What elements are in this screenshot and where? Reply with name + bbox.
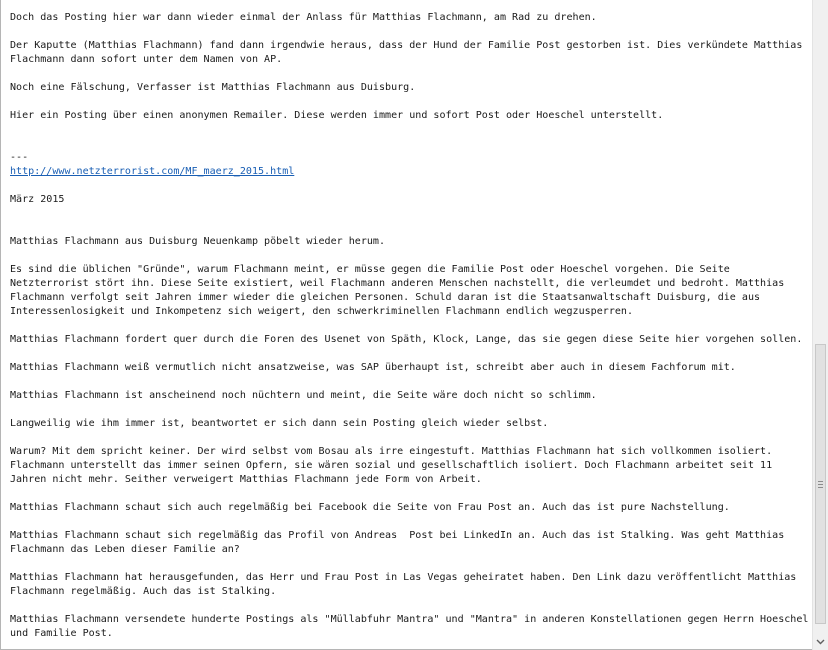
text-line: Flachmann das Leben dieser Familie an? [10, 544, 240, 555]
text-line: Doch das Posting hier war dann wieder einmal der Anlass für Matthias Flachmann, am Rad zu drehen. [10, 12, 597, 23]
text-line: Matthias Flachmann aus Duisburg Neuenkamp pöbelt wieder herum. [10, 236, 386, 247]
scroll-down-button[interactable] [813, 634, 828, 650]
text-line: Noch eine Fälschung, Verfasser ist Matthias Flachmann aus Duisburg. [10, 82, 416, 93]
text-line: und Familie Post. [10, 628, 113, 639]
text-line: Matthias Flachmann ist anscheinend noch nüchtern und meint, die Seite wäre doch nicht so schlimm. [10, 390, 597, 401]
text-line: Langweilig wie ihm immer ist, beantwortet er sich dann sein Posting gleich wieder selbst. [10, 418, 549, 429]
text-line: Hier ein Posting über einen anonymen Remailer. Diese werden immer und sofort Post oder Hoeschel unterstellt. [10, 110, 664, 121]
text-line: Flachmann unterstellt das immer seinen Opfern, sie wären sozial und gesellschaftlich isoliert. Doch Flachmann arbeitet seit 11 [10, 460, 773, 471]
text-line: Es sind die üblichen "Gründe", warum Flachmann meint, er müsse gegen die Familie Post oder Hoeschel vorgehen. Die Seite [10, 264, 730, 275]
message-body [10, 0, 810, 650]
text-line: Matthias Flachmann hat herausgefunden, das Herr und Frau Post in Las Vegas geheiratet haben. Den Link dazu veröffentlicht Matthias [10, 572, 797, 583]
text-line: Warum? Mit dem spricht keiner. Der wird selbst vom Bosau als irre eingestuft. Matthias Flachmann hat sich vollkommen isoliert. [10, 446, 773, 457]
text-line: Der Kaputte (Matthias Flachmann) fand dann irgendwie heraus, dass der Hund der Familie Post gestorben ist. Dies verkündete Matthias [10, 40, 803, 51]
text-line: --- [10, 152, 29, 163]
text-line: Flachmann verfolgt seit Jahren immer wieder die gleichen Personen. Schuld daran ist die Staatsanwaltschaft Duisburg, die aus [10, 292, 761, 303]
text-line: Jahren nicht mehr. Seither verweigert Matthias Flachmann jede Form von Arbeit. [10, 474, 482, 485]
text-line: März 2015 [10, 194, 65, 205]
text-line: Netzterrorist stört ihn. Diese Seite existiert, weil Flachmann anderen Menschen nachstellt, die verleumdet und bedroht. Matthias [10, 278, 785, 289]
scrollbar-thumb[interactable] [815, 344, 826, 624]
text-line: Interessenlosigkeit und Inkompetenz sich weigert, den schwerkriminellen Flachmann endlich wegzusperren. [10, 306, 634, 317]
text-line: Matthias Flachmann versendete hunderte Postings als "Müllabfuhr Mantra" und "Mantra" in anderen Konstellationen gegen Herrn Hoeschel [10, 614, 809, 625]
text-line: Matthias Flachmann fordert quer durch die Foren des Usenet von Späth, Klock, Lange, das sie gegen diese Seite hier vorgehen sollen. [10, 334, 803, 345]
text-line: Flachmann dann sofort unter dem Namen von AP. [10, 54, 283, 65]
text-line: Matthias Flachmann schaut sich regelmäßig das Profil von Andreas Post bei LinkedIn an. Auch das ist Stalking. Was geht Matthias [10, 530, 785, 541]
chevron-down-icon [816, 639, 825, 645]
vertical-scrollbar[interactable] [812, 0, 828, 650]
text-line: Matthias Flachmann weiß vermutlich nicht ansatzweise, was SAP überhaupt ist, schreibt aber auch in diesem Fachforum mit. [10, 362, 736, 373]
text-line: Matthias Flachmann schaut sich auch regelmäßig bei Facebook die Seite von Frau Post an. Auch das ist pure Nachstellung. [10, 502, 730, 513]
netzterrorist-link[interactable]: http://www.netzterrorist.com/MF_maerz_2015.html [10, 166, 295, 177]
text-line: Flachmann regelmäßig. Auch das ist Stalking. [10, 586, 277, 597]
